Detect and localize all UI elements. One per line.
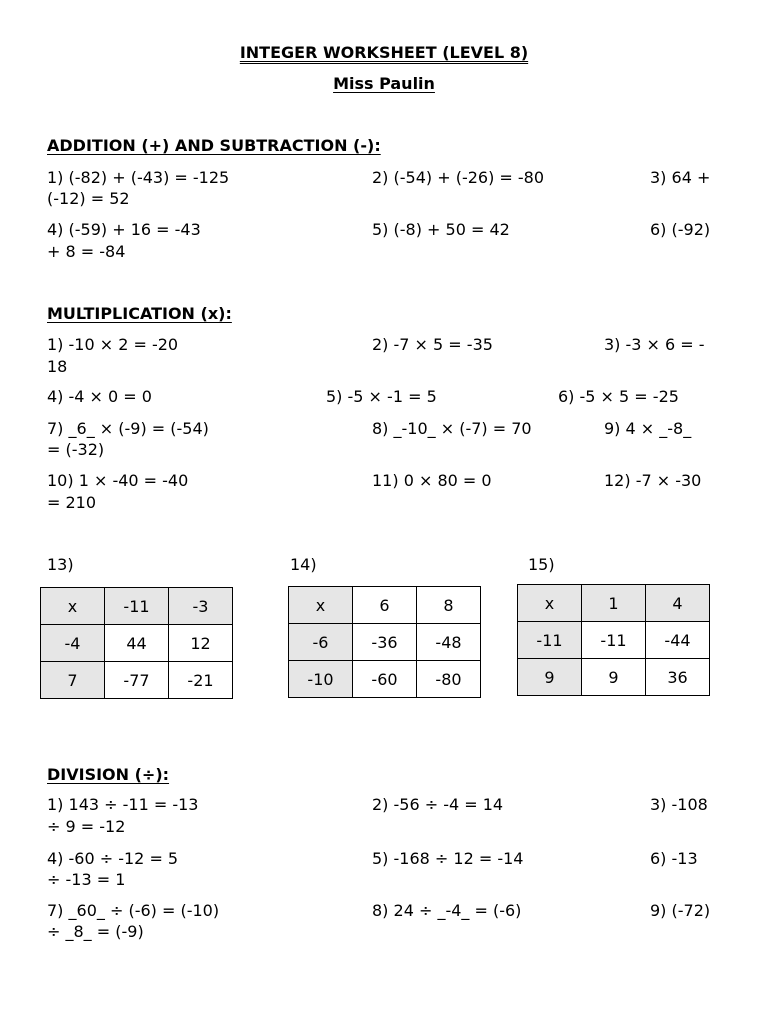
grid-cell: x <box>41 588 105 625</box>
grid-cell: 4 <box>646 585 710 622</box>
problem-text: 9) (-72) <box>650 901 711 920</box>
problem-text: 3) -108 <box>650 795 708 814</box>
author-name: Miss Paulin <box>333 74 435 93</box>
multiplication-grid <box>288 586 481 698</box>
grid-cell: x <box>518 585 582 622</box>
multiplication-grid <box>40 587 233 699</box>
problem-text: 8) 24 ÷ _-4_ = (-6) <box>372 901 522 920</box>
problem-text: 1) 143 ÷ -11 = -13 <box>47 795 199 814</box>
problem-text: ÷ -13 = 1 <box>47 870 126 889</box>
problem-text: 8) _-10_ × (-7) = 70 <box>372 419 532 438</box>
grid-cell: 9 <box>518 659 582 696</box>
problem-text: 7) _60_ ÷ (-6) = (-10) <box>47 901 220 920</box>
problem-text: 1) -10 × 2 = -20 <box>47 335 179 354</box>
problem-text: 2) (-54) + (-26) = -80 <box>372 168 545 187</box>
problem-text: = (-32) <box>47 440 105 459</box>
division-heading: DIVISION (÷): <box>47 765 170 784</box>
problem-text: 6) -13 <box>650 849 698 868</box>
problem-text: 6) (-92) <box>650 220 711 239</box>
grid-cell: -48 <box>417 624 481 661</box>
problem-text: 4) -4 × 0 = 0 <box>47 387 152 406</box>
grid-cell: -11 <box>582 622 646 659</box>
problem-text: 2) -56 ÷ -4 = 14 <box>372 795 504 814</box>
problem-text: = 210 <box>47 493 97 512</box>
problem-text: 5) (-8) + 50 = 42 <box>372 220 510 239</box>
worksheet-title: INTEGER WORKSHEET (LEVEL 8) <box>239 43 529 62</box>
grid-cell: -6 <box>289 624 353 661</box>
grid-cell: 7 <box>41 662 105 699</box>
grid-cell: -3 <box>169 588 233 625</box>
problem-text: ÷ 9 = -12 <box>47 817 126 836</box>
problem-text: (-12) = 52 <box>47 189 130 208</box>
problem-text: + 8 = -84 <box>47 242 126 261</box>
problem-text: ÷ _8_ = (-9) <box>47 922 144 941</box>
addition-heading: ADDITION (+) AND SUBTRACTION (-): <box>47 136 381 155</box>
multiplication-heading: MULTIPLICATION (x): <box>47 304 232 323</box>
problem-text: 5) -168 ÷ 12 = -14 <box>372 849 524 868</box>
problem-text: 18 <box>47 357 68 376</box>
grid-cell: 12 <box>169 625 233 662</box>
grid-cell: 36 <box>646 659 710 696</box>
grid-cell: -11 <box>518 622 582 659</box>
problem-text: 3) 64 + <box>650 168 711 187</box>
grid-cell: -80 <box>417 661 481 698</box>
problem-text: 11) 0 × 80 = 0 <box>372 471 492 490</box>
grid-cell: -10 <box>289 661 353 698</box>
problem-text: 2) -7 × 5 = -35 <box>372 335 493 354</box>
grid-cell: 44 <box>105 625 169 662</box>
grid-cell: -11 <box>105 588 169 625</box>
problem-text: 4) -60 ÷ -12 = 5 <box>47 849 179 868</box>
grid-cell: -36 <box>353 624 417 661</box>
table-label: 14) <box>290 555 317 574</box>
table-label: 15) <box>528 555 555 574</box>
grid-cell: 6 <box>353 587 417 624</box>
grid-cell: -4 <box>41 625 105 662</box>
problem-text: 7) _6_ × (-9) = (-54) <box>47 419 209 438</box>
grid-cell: 9 <box>582 659 646 696</box>
problem-text: 10) 1 × -40 = -40 <box>47 471 189 490</box>
problem-text: 5) -5 × -1 = 5 <box>326 387 437 406</box>
problem-text: 1) (-82) + (-43) = -125 <box>47 168 230 187</box>
problem-text: 6) -5 × 5 = -25 <box>558 387 679 406</box>
problem-text: 9) 4 × _-8_ <box>604 419 692 438</box>
grid-cell: -44 <box>646 622 710 659</box>
problem-text: 3) -3 × 6 = - <box>604 335 705 354</box>
table-label: 13) <box>47 555 74 574</box>
grid-cell: -21 <box>169 662 233 699</box>
grid-cell: 8 <box>417 587 481 624</box>
grid-cell: x <box>289 587 353 624</box>
grid-cell: -60 <box>353 661 417 698</box>
problem-text: 4) (-59) + 16 = -43 <box>47 220 201 239</box>
problem-text: 12) -7 × -30 <box>604 471 702 490</box>
grid-cell: 1 <box>582 585 646 622</box>
multiplication-grid <box>517 584 710 696</box>
grid-cell: -77 <box>105 662 169 699</box>
